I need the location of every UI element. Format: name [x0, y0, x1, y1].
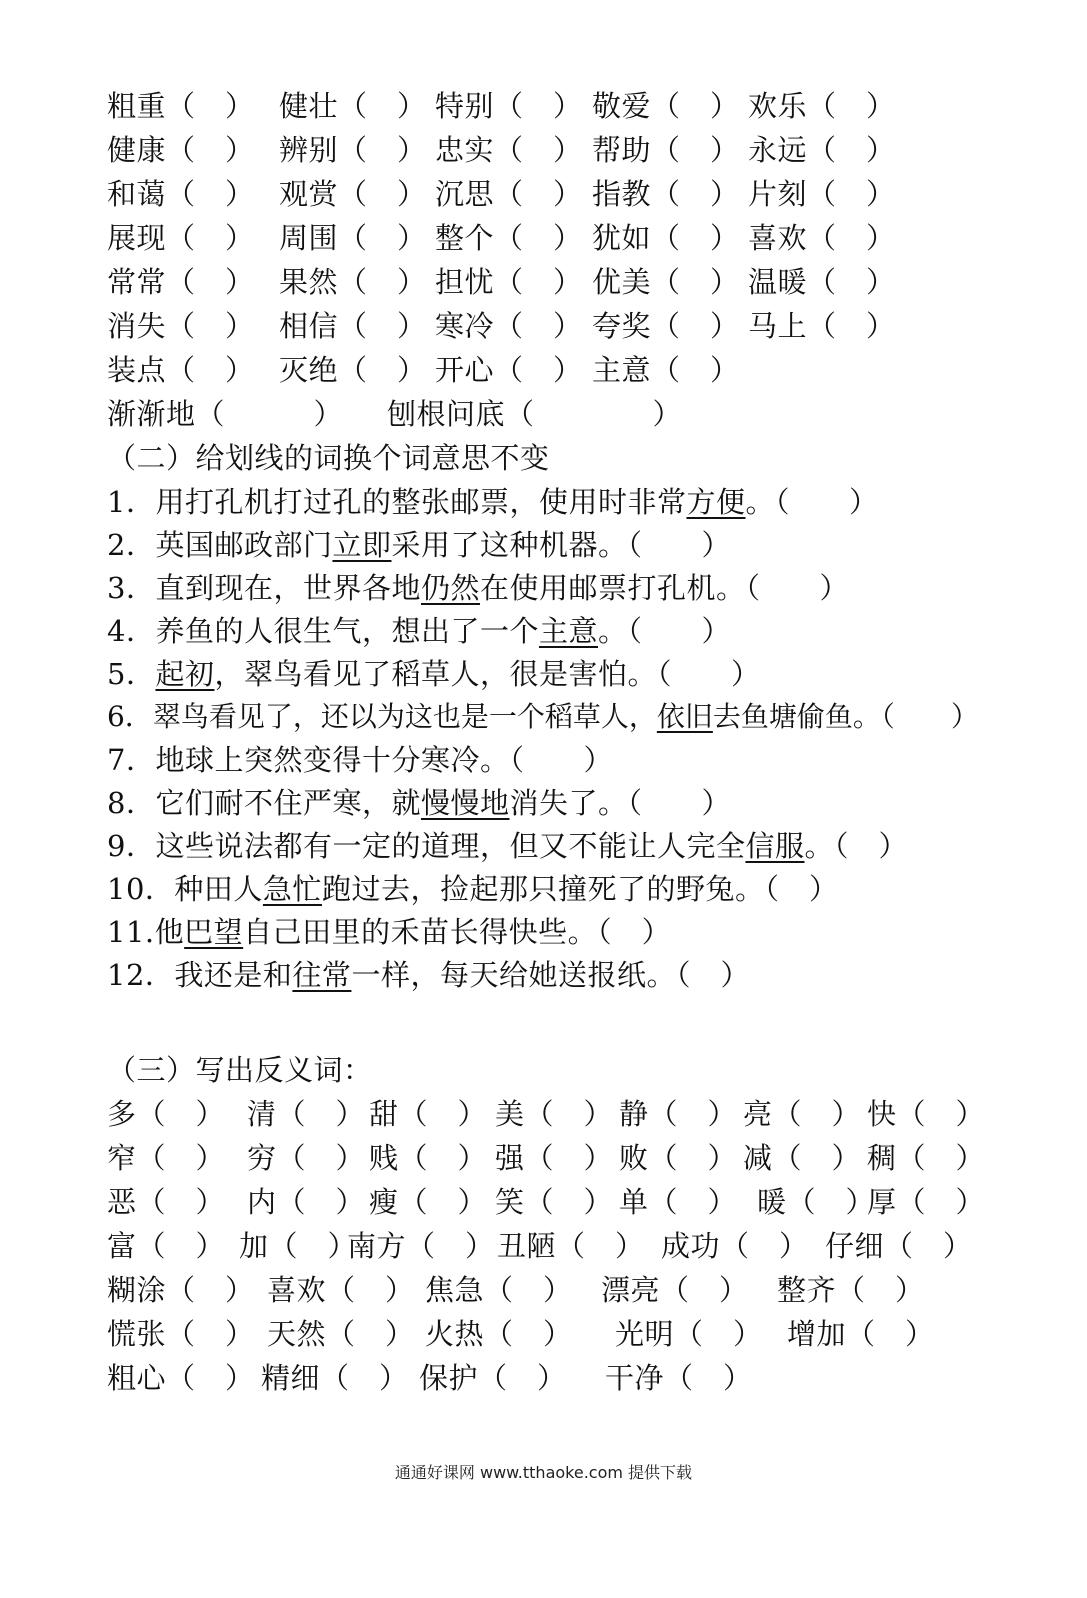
item-number: 10．: [107, 872, 175, 906]
item-number: 3．: [107, 571, 156, 605]
exercise-item: [107, 740, 613, 780]
word-item: 主意（ ）: [592, 353, 740, 387]
word-item: 慌张（ ）: [107, 1317, 255, 1351]
grid-row: [107, 1182, 986, 1222]
underlined-word: 急忙: [262, 872, 322, 906]
word-item: 周围（ ）: [279, 221, 427, 255]
word-item: 辨别（ ）: [279, 133, 427, 167]
grid-row: [107, 1138, 986, 1178]
word-item: 穷（ ）: [247, 1141, 366, 1175]
item-text: 养鱼的人很生气，想出了一个: [155, 614, 539, 648]
item-number: 2．: [107, 528, 156, 562]
grid-row: [107, 130, 896, 170]
grid-row: [107, 1270, 925, 1310]
word-item: 担忧（ ）: [435, 265, 583, 299]
word-item: 丑陋（ ）: [497, 1229, 645, 1263]
word-item: 健康（ ）: [107, 133, 255, 167]
item-text: 。（ ）: [597, 614, 731, 648]
word-item: 瘦（ ）: [369, 1185, 488, 1219]
word-item: 整个（ ）: [435, 221, 583, 255]
item-number: 12．: [107, 958, 175, 992]
word-item: 强（ ）: [495, 1141, 614, 1175]
word-item: 成功（ ）: [661, 1229, 809, 1263]
word-item: 优美（ ）: [592, 265, 740, 299]
word-item: 马上（ ）: [748, 309, 896, 343]
item-text: 自己田里的禾苗长得快些。（ ）: [243, 915, 672, 949]
word-item: 天然（ ）: [267, 1317, 415, 1351]
word-item: 指教（ ）: [592, 177, 740, 211]
word-item: 观赏（ ）: [279, 177, 427, 211]
word-item: 败（ ）: [619, 1141, 738, 1175]
grid-row: [107, 86, 896, 126]
item-text: 他: [154, 915, 185, 949]
word-item: 消失（ ）: [107, 309, 255, 343]
item-text: 它们耐不住严寒，就: [155, 786, 421, 820]
grid-row: [107, 1226, 973, 1266]
word-item: 精细（ ）: [261, 1361, 409, 1395]
exercise-item: [107, 912, 671, 952]
item-text: 一样，每天给她送报纸。（ ）: [351, 958, 750, 992]
exercise-item: [107, 783, 731, 823]
word-item: 灭绝（ ）: [279, 353, 427, 387]
word-item: 寒冷（ ）: [435, 309, 583, 343]
word-item: 刨根问底（ ）: [387, 397, 683, 431]
word-item: 片刻（ ）: [748, 177, 896, 211]
word-item: 多（ ）: [107, 1097, 226, 1131]
item-text: 消失了。（ ）: [509, 786, 731, 820]
item-text: ，翠鸟看见了稻草人，很是害怕。（ ）: [214, 657, 761, 691]
exercise-item: [107, 654, 760, 694]
underlined-word: 巴望: [184, 915, 244, 949]
grid-row: [107, 1094, 986, 1134]
word-item: 富（ ）: [107, 1229, 226, 1263]
exercise-item: [107, 482, 879, 522]
underlined-word: 慢慢地: [420, 786, 510, 820]
underlined-word: 往常: [292, 958, 352, 992]
page-footer: 通通好课网 www.tthaoke.com 提供下载: [394, 1463, 693, 1482]
exercise-item: [107, 525, 731, 565]
grid-row: [107, 350, 740, 390]
word-item: 光明（ ）: [615, 1317, 763, 1351]
word-item: 美（ ）: [495, 1097, 614, 1131]
word-item: 永远（ ）: [748, 133, 896, 167]
item-number: 11.: [107, 915, 155, 949]
word-item: 欢乐（ ）: [748, 89, 896, 123]
item-text: 种田人: [174, 872, 263, 906]
word-item: 沉思（ ）: [435, 177, 583, 211]
word-item: 稠（ ）: [867, 1141, 986, 1175]
item-text: 直到现在，世界各地: [155, 571, 421, 605]
grid-row: [107, 174, 896, 214]
word-item: 南方（ ）: [347, 1229, 495, 1263]
underlined-word: 仍然: [420, 571, 480, 605]
underlined-word: 主意: [538, 614, 598, 648]
section-heading: （三）写出反义词：: [107, 1053, 373, 1087]
item-number: 8．: [107, 786, 156, 820]
grid-row: [107, 262, 896, 302]
item-text: 地球上突然变得十分寒冷。（ ）: [155, 743, 613, 777]
word-item: 增加（ ）: [787, 1317, 935, 1351]
exercise-item: [107, 611, 731, 651]
item-text: 。（ ）: [745, 485, 879, 519]
item-text: 这些说法都有一定的道理，但又不能让人完全: [155, 829, 746, 863]
word-item: 保护（ ）: [419, 1361, 567, 1395]
item-text: 英国邮政部门: [155, 528, 333, 562]
word-item: 粗重（ ）: [107, 89, 255, 123]
word-item: 厚（ ）: [867, 1185, 986, 1219]
word-item: 整齐（ ）: [777, 1273, 925, 1307]
item-text: 。（ ）: [804, 829, 908, 863]
item-text: 我还是和: [174, 958, 293, 992]
word-item: 常常（ ）: [107, 265, 255, 299]
word-item: 渐渐地（ ）: [107, 397, 344, 431]
item-number: 9．: [107, 829, 156, 863]
word-item: 健壮（ ）: [279, 89, 427, 123]
item-text: 采用了这种机器。（ ）: [391, 528, 731, 562]
item-text: 跑过去，捡起那只撞死了的野兔。（ ）: [321, 872, 839, 906]
item-text: 在使用邮票打孔机。（ ）: [479, 571, 849, 605]
word-item: 忠实（ ）: [435, 133, 583, 167]
word-item: 笑（ ）: [495, 1185, 614, 1219]
word-item: 相信（ ）: [279, 309, 427, 343]
word-item: 展现（ ）: [107, 221, 255, 255]
word-item: 喜欢（ ）: [748, 221, 896, 255]
word-item: 快（ ）: [867, 1097, 986, 1131]
item-number: 1．: [107, 485, 156, 519]
word-item: 减（ ）: [743, 1141, 862, 1175]
exercise-item: [107, 697, 979, 737]
item-text: 去鱼塘偷鱼。（ ）: [712, 700, 979, 733]
grid-row: [107, 306, 896, 346]
word-item: 内（ ）: [247, 1185, 366, 1219]
word-item: 帮助（ ）: [592, 133, 740, 167]
word-item: 温暖（ ）: [748, 265, 896, 299]
word-item: 恶（ ）: [107, 1185, 226, 1219]
word-item: 开心（ ）: [435, 353, 583, 387]
exercise-item: [107, 955, 750, 995]
word-item: 仔细（ ）: [825, 1229, 973, 1263]
word-item: 窄（ ）: [107, 1141, 226, 1175]
word-item: 亮（ ）: [743, 1097, 862, 1131]
word-item: 特别（ ）: [435, 89, 583, 123]
exercise-item: [107, 826, 908, 866]
word-item: 装点（ ）: [107, 353, 255, 387]
word-item: 火热（ ）: [425, 1317, 573, 1351]
item-number: 5．: [107, 657, 156, 691]
item-number: 6．: [107, 700, 153, 733]
item-text: 翠鸟看见了，还以为这也是一个稻草人，: [152, 700, 657, 733]
word-item: 加（ ）: [239, 1229, 358, 1263]
underlined-word: 信服: [745, 829, 805, 863]
word-item: 犹如（ ）: [592, 221, 740, 255]
exercise-item: [107, 568, 849, 608]
grid-row: [107, 1358, 753, 1398]
word-item: 清（ ）: [247, 1097, 366, 1131]
word-item: 敬爱（ ）: [592, 89, 740, 123]
word-item: 和蔼（ ）: [107, 177, 255, 211]
underlined-word: 依旧: [656, 700, 713, 733]
word-item: 糊涂（ ）: [107, 1273, 255, 1307]
grid-row: [107, 218, 896, 258]
word-item: 静（ ）: [619, 1097, 738, 1131]
grid-row: [107, 394, 683, 434]
exercise-item: [107, 869, 838, 909]
word-item: 漂亮（ ）: [601, 1273, 749, 1307]
underlined-word: 方便: [686, 485, 746, 519]
word-item: 果然（ ）: [279, 265, 427, 299]
word-item: 焦急（ ）: [425, 1273, 573, 1307]
word-item: 暖（ ）: [757, 1185, 876, 1219]
word-item: 粗心（ ）: [107, 1361, 255, 1395]
word-item: 夸奖（ ）: [592, 309, 740, 343]
item-text: 用打孔机打过孔的整张邮票，使用时非常: [155, 485, 687, 519]
word-item: 贱（ ）: [369, 1141, 488, 1175]
item-number: 4．: [107, 614, 156, 648]
underlined-word: 起初: [155, 657, 215, 691]
section-heading: （二）给划线的词换个词意思不变: [107, 441, 550, 475]
word-item: 甜（ ）: [369, 1097, 488, 1131]
word-item: 干净（ ）: [605, 1361, 753, 1395]
word-item: 单（ ）: [619, 1185, 738, 1219]
grid-row: [107, 1314, 935, 1354]
word-item: 喜欢（ ）: [267, 1273, 415, 1307]
underlined-word: 立即: [332, 528, 392, 562]
item-number: 7．: [107, 743, 156, 777]
